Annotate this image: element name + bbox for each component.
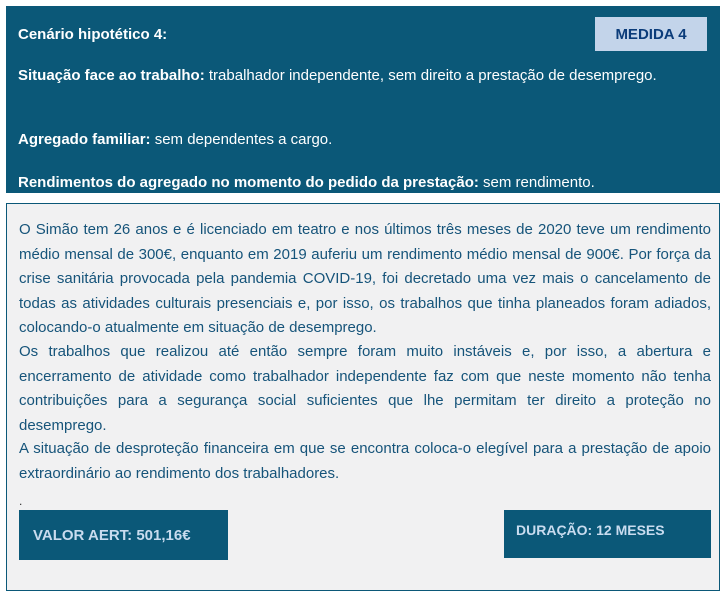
- household-label: Agregado familiar:: [18, 131, 151, 148]
- income-line: [18, 171, 710, 194]
- work-situation-line: [18, 64, 710, 87]
- income-label: Rendimentos do agregado no momento do pedido da prestação:: [18, 174, 479, 191]
- paragraph-2: Os trabalhos que realizou até então sempre foram muito instáveis e, por isso, a abertura e encerramento de atividade como trabalhador independente faz com que neste momento não tenha contribuições para a segurança social suficientes que lhe permitam ter direito a proteção no desemprego.: [19, 343, 711, 434]
- stray-dot: .: [19, 494, 23, 508]
- paragraph-3: A situação de desproteção financeira em que se encontra coloca-o elegível para a prestação de apoio extraordinário ao rendimento dos trabalhadores.: [19, 440, 711, 482]
- scenario-title: Cenário hipotético 4:: [18, 26, 168, 43]
- household-line: [18, 128, 710, 151]
- scenario-header: [6, 6, 720, 193]
- paragraph-1: O Simão tem 26 anos e é licenciado em teatro e nos últimos três meses de 2020 teve um rendimento médio mensal de 300€, enquanto em 2019 auferiu um rendimento médio mensal de 900€. Por força da crise sanitária provocada pela pandemia COVID-19, foi decretado uma vez mais o cancelamento de todas as atividades culturais presenciais e, por isso, os trabalhos que tinha planeados foram adiados, colocando-o atualmente em situação de desemprego.: [19, 221, 711, 336]
- work-situation-value: trabalhador independente, sem direito a prestação de desemprego.: [204, 67, 657, 84]
- duracao-box: DURAÇÃO: 12 MESES: [504, 510, 711, 558]
- valor-aert-box: VALOR AERT: 501,16€: [19, 510, 228, 560]
- measure-badge: MEDIDA 4: [595, 17, 707, 51]
- scenario-body: [6, 203, 720, 591]
- work-situation-label: Situação face ao trabalho:: [18, 67, 205, 84]
- household-value: sem dependentes a cargo.: [150, 131, 333, 148]
- income-value: sem rendimento.: [478, 174, 595, 191]
